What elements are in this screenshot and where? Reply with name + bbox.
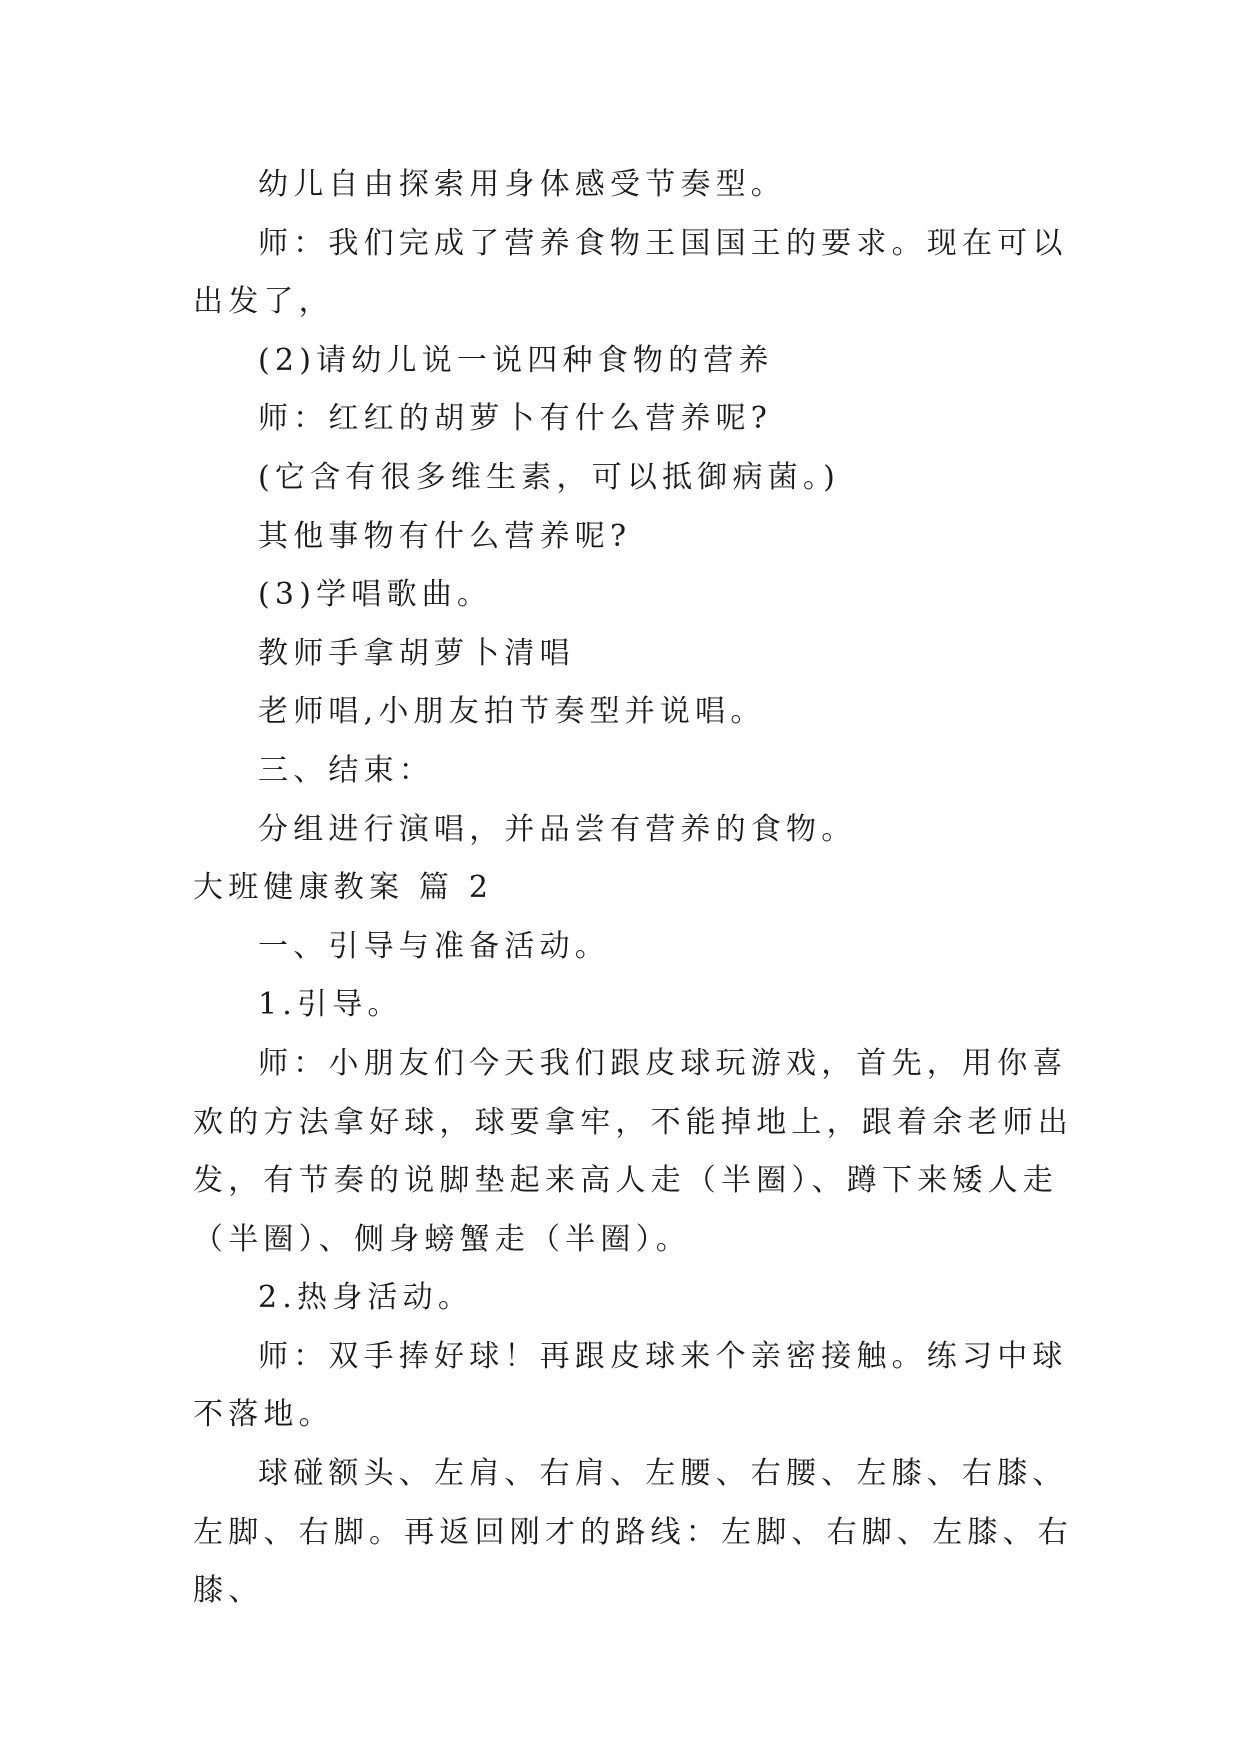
- paragraph: 教师手拿胡萝卜清唱: [258, 635, 575, 671]
- paragraph: 师：小朋友们今天我们跟皮球玩游戏，首先，用你喜欢的方法拿好球，球要拿牢，不能掉地上，跟着余老师出发，有节奏的说脚垫起来高人走（半圈）、蹲下来矮人走（半圈）、侧身螃蟹走（半圈）。: [193, 1045, 1073, 1257]
- paragraph: 老师唱,小朋友拍节奏型并说唱。: [258, 694, 766, 730]
- paragraph: 球碰额头、左肩、右肩、左腰、右腰、左膝、右膝、左脚、右脚。再返回刚才的路线：左脚、右脚、左膝、右膝、: [193, 1456, 1073, 1609]
- paragraph: 师：我们完成了营养食物王国国王的要求。现在可以出发了，: [193, 225, 1068, 320]
- article-title: 大班健康教案 篇 2: [193, 870, 494, 906]
- document-body: [193, 156, 1093, 1621]
- section-heading: 三、结束：: [258, 752, 434, 788]
- paragraph: (3)学唱歌曲。: [258, 577, 493, 613]
- paragraph: 分组进行演唱，并品尝有营养的食物。: [258, 811, 857, 847]
- paragraph: 师：红红的胡萝卜有什么营养呢?: [258, 401, 773, 437]
- paragraph: 师：双手捧好球！再跟皮球来个亲密接触。练习中球不落地。: [193, 1338, 1068, 1433]
- paragraph: 其他事物有什么营养呢?: [258, 518, 632, 554]
- section-heading: 一、引导与准备活动。: [258, 928, 610, 964]
- paragraph: (它含有很多维生素，可以抵御病菌。): [258, 459, 841, 495]
- subsection-heading: 2.热身活动。: [258, 1280, 474, 1316]
- subsection-heading: 1.引导。: [258, 987, 403, 1023]
- paragraph: (2)请幼儿说一说四种食物的营养: [258, 342, 774, 378]
- paragraph: 幼儿自由探索用身体感受节奏型。: [258, 167, 786, 202]
